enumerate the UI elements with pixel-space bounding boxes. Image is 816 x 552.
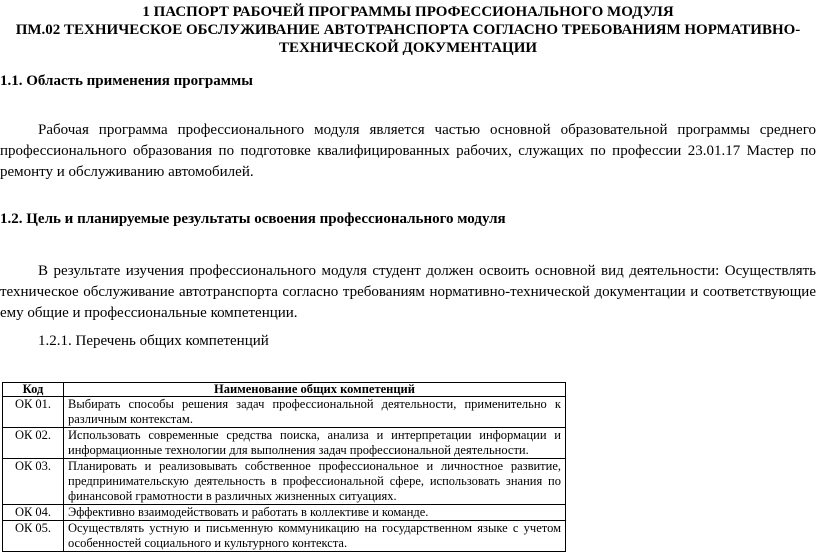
competency-description: Эффективно взаимодействовать и работать в коллективе и команде. — [64, 505, 566, 521]
competency-description: Выбирать способы решения задач профессиональной деятельности, применительно к различным контекстам. — [64, 397, 566, 428]
table-row — [3, 521, 566, 552]
table-row — [3, 505, 566, 521]
competency-code: ОК 03. — [3, 459, 64, 505]
competency-code: ОК 02. — [3, 428, 64, 459]
document-title-line-2: ПМ.02 ТЕХНИЧЕСКОЕ ОБСЛУЖИВАНИЕ АВТОТРАНСПОРТА СОГЛАСНО ТРЕБОВАНИЯМ НОРМАТИВНО- — [15, 22, 801, 38]
competency-code: ОК 05. — [3, 521, 64, 552]
table-row — [3, 428, 566, 459]
column-header-name: Наименование общих компетенций — [64, 383, 566, 397]
section-heading-scope: 1.1. Область применения программы — [0, 73, 253, 89]
document-title-line-1: 1 ПАСПОРТ РАБОЧЕЙ ПРОГРАММЫ ПРОФЕССИОНАЛЬНОГО МОДУЛЯ — [142, 4, 674, 20]
document-title-line-3: ТЕХНИЧЕСКОЙ ДОКУМЕНТАЦИИ — [278, 40, 538, 56]
subsection-heading-competencies: 1.2.1. Перечень общих компетенций — [38, 333, 269, 349]
competency-code: ОК 01. — [3, 397, 64, 428]
column-header-code: Код — [3, 383, 64, 397]
competency-code: ОК 04. — [3, 505, 64, 521]
competencies-table — [2, 382, 566, 552]
table-row — [3, 397, 566, 428]
competency-description: Осуществлять устную и письменную коммуникацию на государственном языке с учетом особенностей социального и культурного контекста. — [64, 521, 566, 552]
section-heading-goals: 1.2. Цель и планируемые результаты освоения профессионального модуля — [0, 211, 506, 227]
section-text-goals: В результате изучения профессионального модуля студент должен освоить основной вид деятельности: Осуществлять техническое обслуживание автотранспорта согласно требованиям нормативно-технической документации и соответствующие ему общие и профессиональные компетенции. — [0, 263, 816, 321]
table-header-row — [3, 383, 566, 397]
section-text-scope: Рабочая программа профессионального модуля является частью основной образовательной программы среднего профессионального образования по подготовке квалифицированных рабочих, служащих по профессии 23.01.17 Мастер по ремонту и обслуживанию автомобилей. — [0, 122, 816, 180]
competency-description: Использовать современные средства поиска, анализа и интерпретации информации и информационные технологии для выполнения задач профессиональной деятельности. — [64, 428, 566, 459]
competency-description: Планировать и реализовывать собственное профессиональное и личностное развитие, предпринимательскую деятельность в профессиональной сфере, использовать знания по финансовой грамотности в различных жизненных ситуациях. — [64, 459, 566, 505]
table-row — [3, 459, 566, 505]
